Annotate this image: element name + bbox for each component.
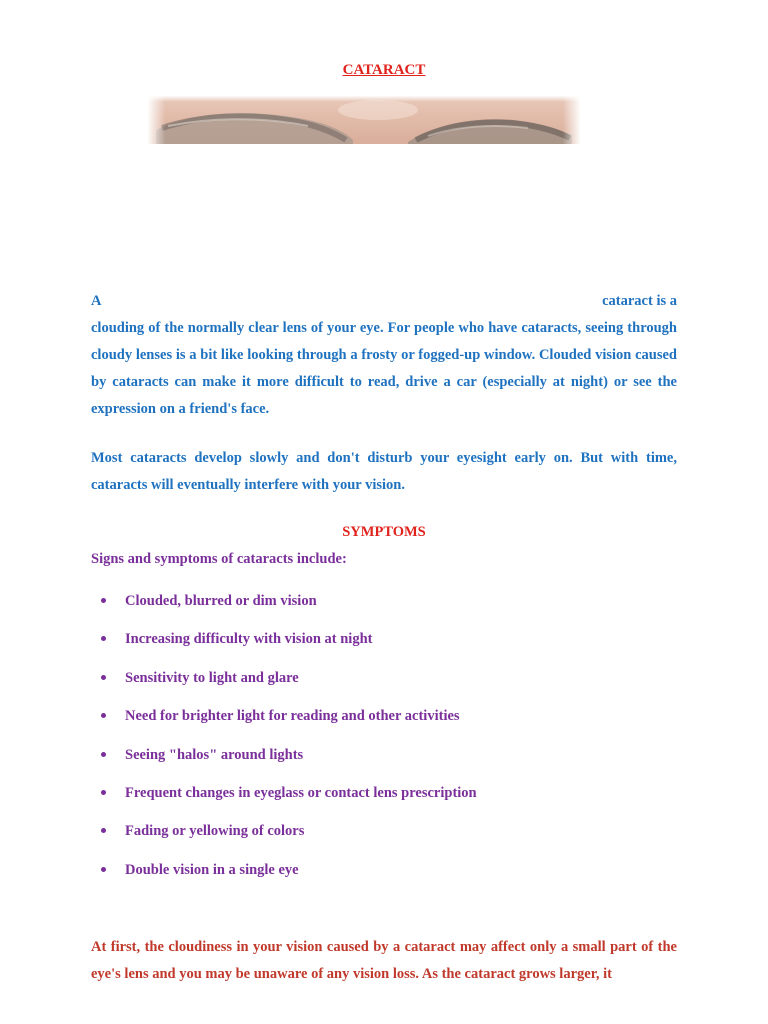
list-item xyxy=(91,820,477,858)
page-title: CATARACT xyxy=(342,62,426,78)
symptoms-heading: SYMPTOMS xyxy=(342,524,426,540)
symptom-text: Fading or yellowing of colors xyxy=(125,823,305,840)
intro-paragraph: clouding of the normally clear lens of your eye. For people who have cataracts, seeing through cloudy lenses is a bit like looking through a frosty or fogged-up window. Clouded vision caused by cataracts can make it more difficult to read, drive a car (especially at night) or see the expression on a friend's face. xyxy=(91,320,677,417)
intro-first-line-end: cataract is a xyxy=(602,293,677,309)
symptom-text: Seeing "halos" around lights xyxy=(125,746,304,763)
list-item xyxy=(91,782,477,820)
bullet-icon xyxy=(101,790,106,795)
bullet-icon xyxy=(101,598,106,603)
symptom-text: Need for brighter light for reading and other activities xyxy=(125,708,460,725)
intro-first-word: A xyxy=(91,293,102,309)
intro-first-line xyxy=(91,288,677,315)
symptom-text: Clouded, blurred or dim vision xyxy=(125,593,317,609)
bullet-icon xyxy=(101,636,106,641)
symptom-text: Sensitivity to light and glare xyxy=(125,669,299,686)
list-item xyxy=(91,859,477,897)
list-item xyxy=(91,744,477,782)
symptoms-intro: Signs and symptoms of cataracts include: xyxy=(91,551,347,567)
photo-side-fade xyxy=(148,96,580,144)
list-item xyxy=(91,590,477,628)
list-item xyxy=(91,667,477,705)
list-item xyxy=(91,628,477,666)
bullet-icon xyxy=(101,752,106,757)
bullet-icon xyxy=(101,828,106,833)
eyebrow-photo xyxy=(148,96,580,144)
symptom-list xyxy=(91,590,477,897)
list-item xyxy=(91,705,477,743)
symptom-text: Increasing difficulty with vision at night xyxy=(125,631,373,648)
final-paragraph: At first, the cloudiness in your vision caused by a cataract may affect only a small part of the eye's lens and you may be unaware of any vision loss. As the cataract grows larger, it xyxy=(91,939,677,982)
symptom-text: Frequent changes in eyeglass or contact lens prescription xyxy=(125,784,477,801)
second-paragraph: Most cataracts develop slowly and don't disturb your eyesight early on. But with time, cataracts will eventually interfere with your vision. xyxy=(91,450,677,493)
symptom-text: Double vision in a single eye xyxy=(125,861,299,878)
bullet-icon xyxy=(101,675,106,680)
bullet-icon xyxy=(101,713,106,718)
bullet-icon xyxy=(101,867,106,872)
